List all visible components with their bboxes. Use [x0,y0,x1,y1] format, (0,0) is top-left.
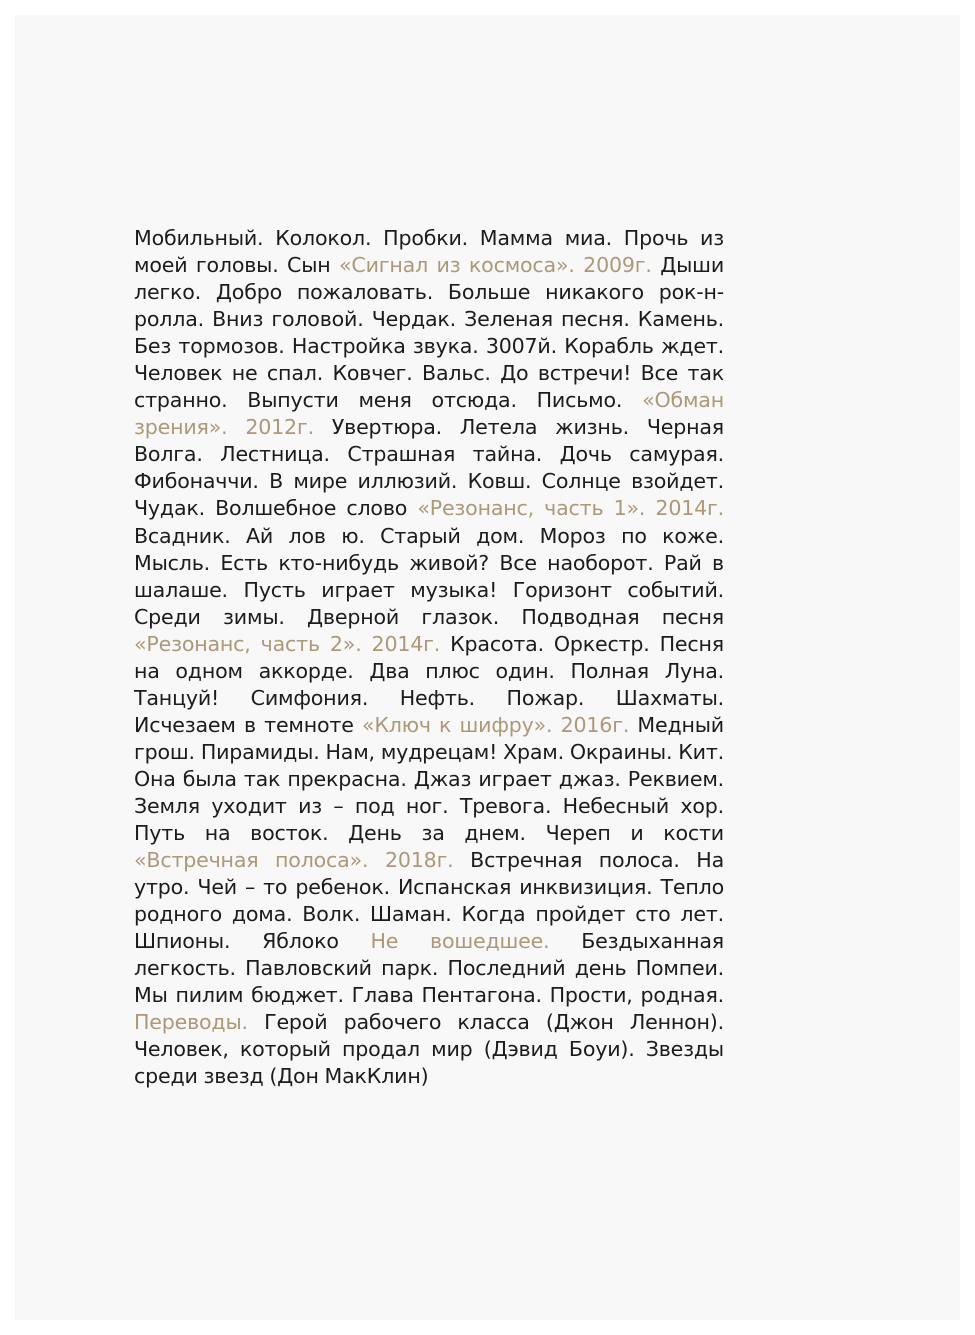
album-title: «Сигнал из космоса». 2009г. [339,253,652,278]
song-run: Всадник. Ай лов ю. Старый дом. Мороз по коже. Мысль. Есть кто-нибудь живой? Все наоборот. Рай в шалаше. Пусть играет музыка! Горизонт событий. Среди зимы. Дверной глазок. Подводная песня [134,523,724,629]
album-title: «Обман зрения». 2012г. [134,388,724,440]
song-run: Дыши легко. Добро пожаловать. Больше никакого рок-н-ролла. Вниз головой. Чердак. Зеленая песня. Камень. Без тормозов. Настройка звука. 3007й. Корабль ждет. Человек не спал. Ковчег. Вальс. До встречи! Все так странно. Выпусти меня отсюда. Письмо. [134,253,725,413]
album-title: «Резонанс, часть 1». 2014г. [417,496,724,521]
song-run: Встречная полоса. На утро. Чей – то ребенок. Испанская инквизиция. Тепло родного дома. Волк. Шаман. Когда пройдет сто лет. Шпионы. Яблоко [134,848,724,954]
song-run: Герой рабочего класса (Джон Леннон). Человек, который продал мир (Дэвид Боуи). Звезды среди звезд (Дон МакКлин) [134,1010,724,1089]
song-run: Бездыханная легкость. Павловский парк. Последний день Помпеи. Мы пилим бюджет. Глава Пентагона. Прости, родная. [134,929,724,1008]
album-title: Переводы. [134,1010,248,1035]
album-title: «Резонанс, часть 2». 2014г. [134,631,441,656]
song-run: Красота. Оркестр. Песня на одном аккорде. Два плюс один. Полная Луна. Танцуй! Симфония. Нефть. Пожар. Шахматы. Исчезаем в темноте [134,631,724,737]
album-title: «Ключ к шифру». 2016г. [361,712,630,737]
album-title: «Встречная полоса». 2018г. [134,848,454,873]
song-run: Медный грош. Пирамиды. Нам, мудрецам! Храм. Окраины. Кит. Она была так прекрасна. Джаз играет джаз. Реквием. Земля уходит из – под ног. Тревога. Небесный хор. Путь на восток. День за днем. Череп и кости [134,712,724,846]
song-run: Мобильный. Колокол. Пробки. Мамма миа. Прочь из моей головы. Сын [134,226,724,278]
song-run: Увертюра. Летела жизнь. Черная Волга. Лестница. Страшная тайна. Дочь самурая. Фибоначчи. В мире иллюзий. Ковш. Солнце взойдет. Чудак. Волшебное слово [134,415,724,521]
album-title: Не вошедшее. [370,929,550,954]
page [15,15,960,1320]
song-list-paragraph [134,225,724,1091]
